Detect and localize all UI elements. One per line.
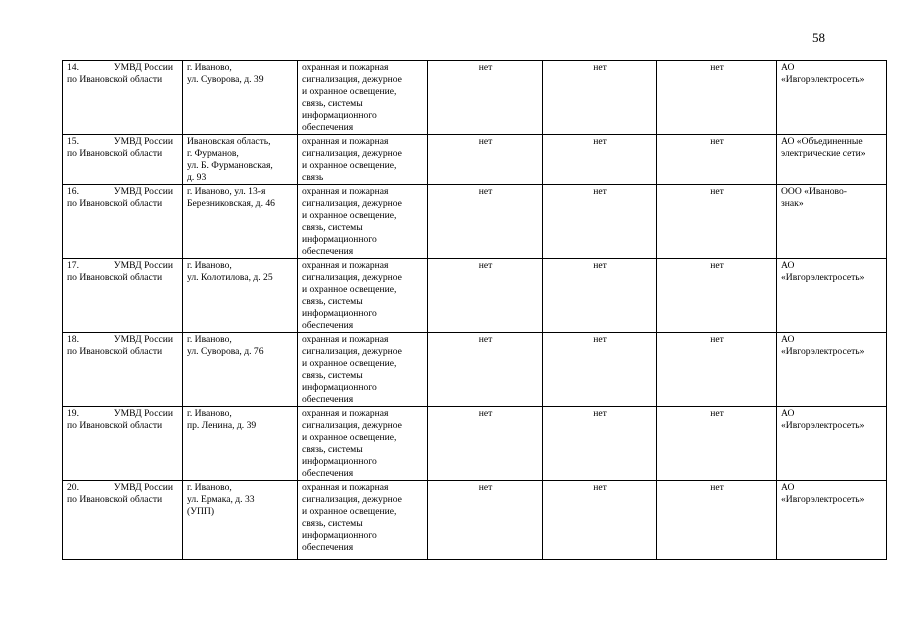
organization-cell [63, 481, 183, 560]
supplier-cell: АО «Ивгорэлектросеть» [777, 333, 887, 407]
supplier-cell: АО «Ивгорэлектросеть» [777, 407, 887, 481]
supplier-cell: АО «Ивгорэлектросеть» [777, 481, 887, 560]
address-cell: г. Иваново, ул. Суворова, д. 39 [183, 61, 298, 135]
column-5-cell: нет [428, 135, 543, 185]
column-7-cell: нет [657, 259, 777, 333]
column-6-cell: нет [543, 407, 657, 481]
address-cell: г. Иваново, ул. Колотилова, д. 25 [183, 259, 298, 333]
column-5-cell: нет [428, 259, 543, 333]
address-cell: г. Иваново, пр. Ленина, д. 39 [183, 407, 298, 481]
table-row [63, 61, 887, 135]
row-number: 16. [67, 186, 79, 197]
systems-cell: охранная и пожарная сигнализация, дежурное и охранное освещение, связь, системы информационного обеспечения [298, 185, 428, 259]
column-7-cell: нет [657, 61, 777, 135]
page-number: 58 [812, 30, 825, 45]
organization-name: УМВД России [113, 334, 173, 345]
column-5-cell: нет [428, 185, 543, 259]
row-number: 15. [67, 136, 79, 147]
supplier-cell: АО «Ивгорэлектросеть» [777, 61, 887, 135]
row-number: 17. [67, 260, 79, 271]
column-5-cell: нет [428, 407, 543, 481]
column-6-cell: нет [543, 481, 657, 560]
column-7-cell: нет [657, 185, 777, 259]
row-number: 20. [67, 482, 79, 493]
supplier-cell: АО «Ивгорэлектросеть» [777, 259, 887, 333]
organization-name: УМВД России [113, 186, 173, 197]
address-cell: Ивановская область, г. Фурманов, ул. Б. Фурмановская, д. 93 [183, 135, 298, 185]
column-5-cell: нет [428, 333, 543, 407]
organization-cell [63, 135, 183, 185]
systems-cell: охранная и пожарная сигнализация, дежурное и охранное освещение, связь, системы информационного обеспечения [298, 333, 428, 407]
organization-region: по Ивановской области [67, 198, 163, 209]
column-6-cell: нет [543, 333, 657, 407]
organization-region: по Ивановской области [67, 494, 163, 505]
table-row [63, 135, 887, 185]
organization-cell [63, 61, 183, 135]
table-row [63, 407, 887, 481]
column-6-cell: нет [543, 135, 657, 185]
column-7-cell: нет [657, 407, 777, 481]
organization-region: по Ивановской области [67, 272, 163, 283]
organization-cell [63, 333, 183, 407]
address-cell: г. Иваново, ул. Суворова, д. 76 [183, 333, 298, 407]
systems-cell: охранная и пожарная сигнализация, дежурное и охранное освещение, связь, системы информационного обеспечения [298, 259, 428, 333]
organization-name: УМВД России [113, 482, 173, 493]
table-row [63, 259, 887, 333]
row-number: 19. [67, 408, 79, 419]
supplier-cell: АО «Объединенные электрические сети» [777, 135, 887, 185]
organization-cell [63, 185, 183, 259]
organization-name: УМВД России [113, 136, 173, 147]
organization-cell [63, 407, 183, 481]
column-6-cell: нет [543, 185, 657, 259]
column-5-cell: нет [428, 481, 543, 560]
organization-cell [63, 259, 183, 333]
column-7-cell: нет [657, 481, 777, 560]
column-5-cell: нет [428, 61, 543, 135]
column-7-cell: нет [657, 333, 777, 407]
organization-region: по Ивановской области [67, 420, 163, 431]
table-row [63, 481, 887, 560]
systems-cell: охранная и пожарная сигнализация, дежурное и охранное освещение, связь, системы информационного обеспечения [298, 481, 428, 560]
supplier-cell: ООО «Иваново- знак» [777, 185, 887, 259]
address-cell: г. Иваново, ул. Ермака, д. 33 (УПП) [183, 481, 298, 560]
address-cell: г. Иваново, ул. 13-я Березниковская, д. 46 [183, 185, 298, 259]
organization-name: УМВД России [113, 260, 173, 271]
column-6-cell: нет [543, 61, 657, 135]
systems-cell: охранная и пожарная сигнализация, дежурное и охранное освещение, связь [298, 135, 428, 185]
facilities-table [62, 60, 887, 560]
row-number: 18. [67, 334, 79, 345]
systems-cell: охранная и пожарная сигнализация, дежурное и охранное освещение, связь, системы информационного обеспечения [298, 407, 428, 481]
organization-name: УМВД России [113, 62, 173, 73]
organization-region: по Ивановской области [67, 74, 163, 85]
table-row [63, 333, 887, 407]
systems-cell: охранная и пожарная сигнализация, дежурное и охранное освещение, связь, системы информационного обеспечения [298, 61, 428, 135]
column-7-cell: нет [657, 135, 777, 185]
row-number: 14. [67, 62, 79, 73]
organization-region: по Ивановской области [67, 148, 163, 159]
organization-name: УМВД России [113, 408, 173, 419]
table-body [63, 61, 887, 560]
table-row [63, 185, 887, 259]
column-6-cell: нет [543, 259, 657, 333]
organization-region: по Ивановской области [67, 346, 163, 357]
